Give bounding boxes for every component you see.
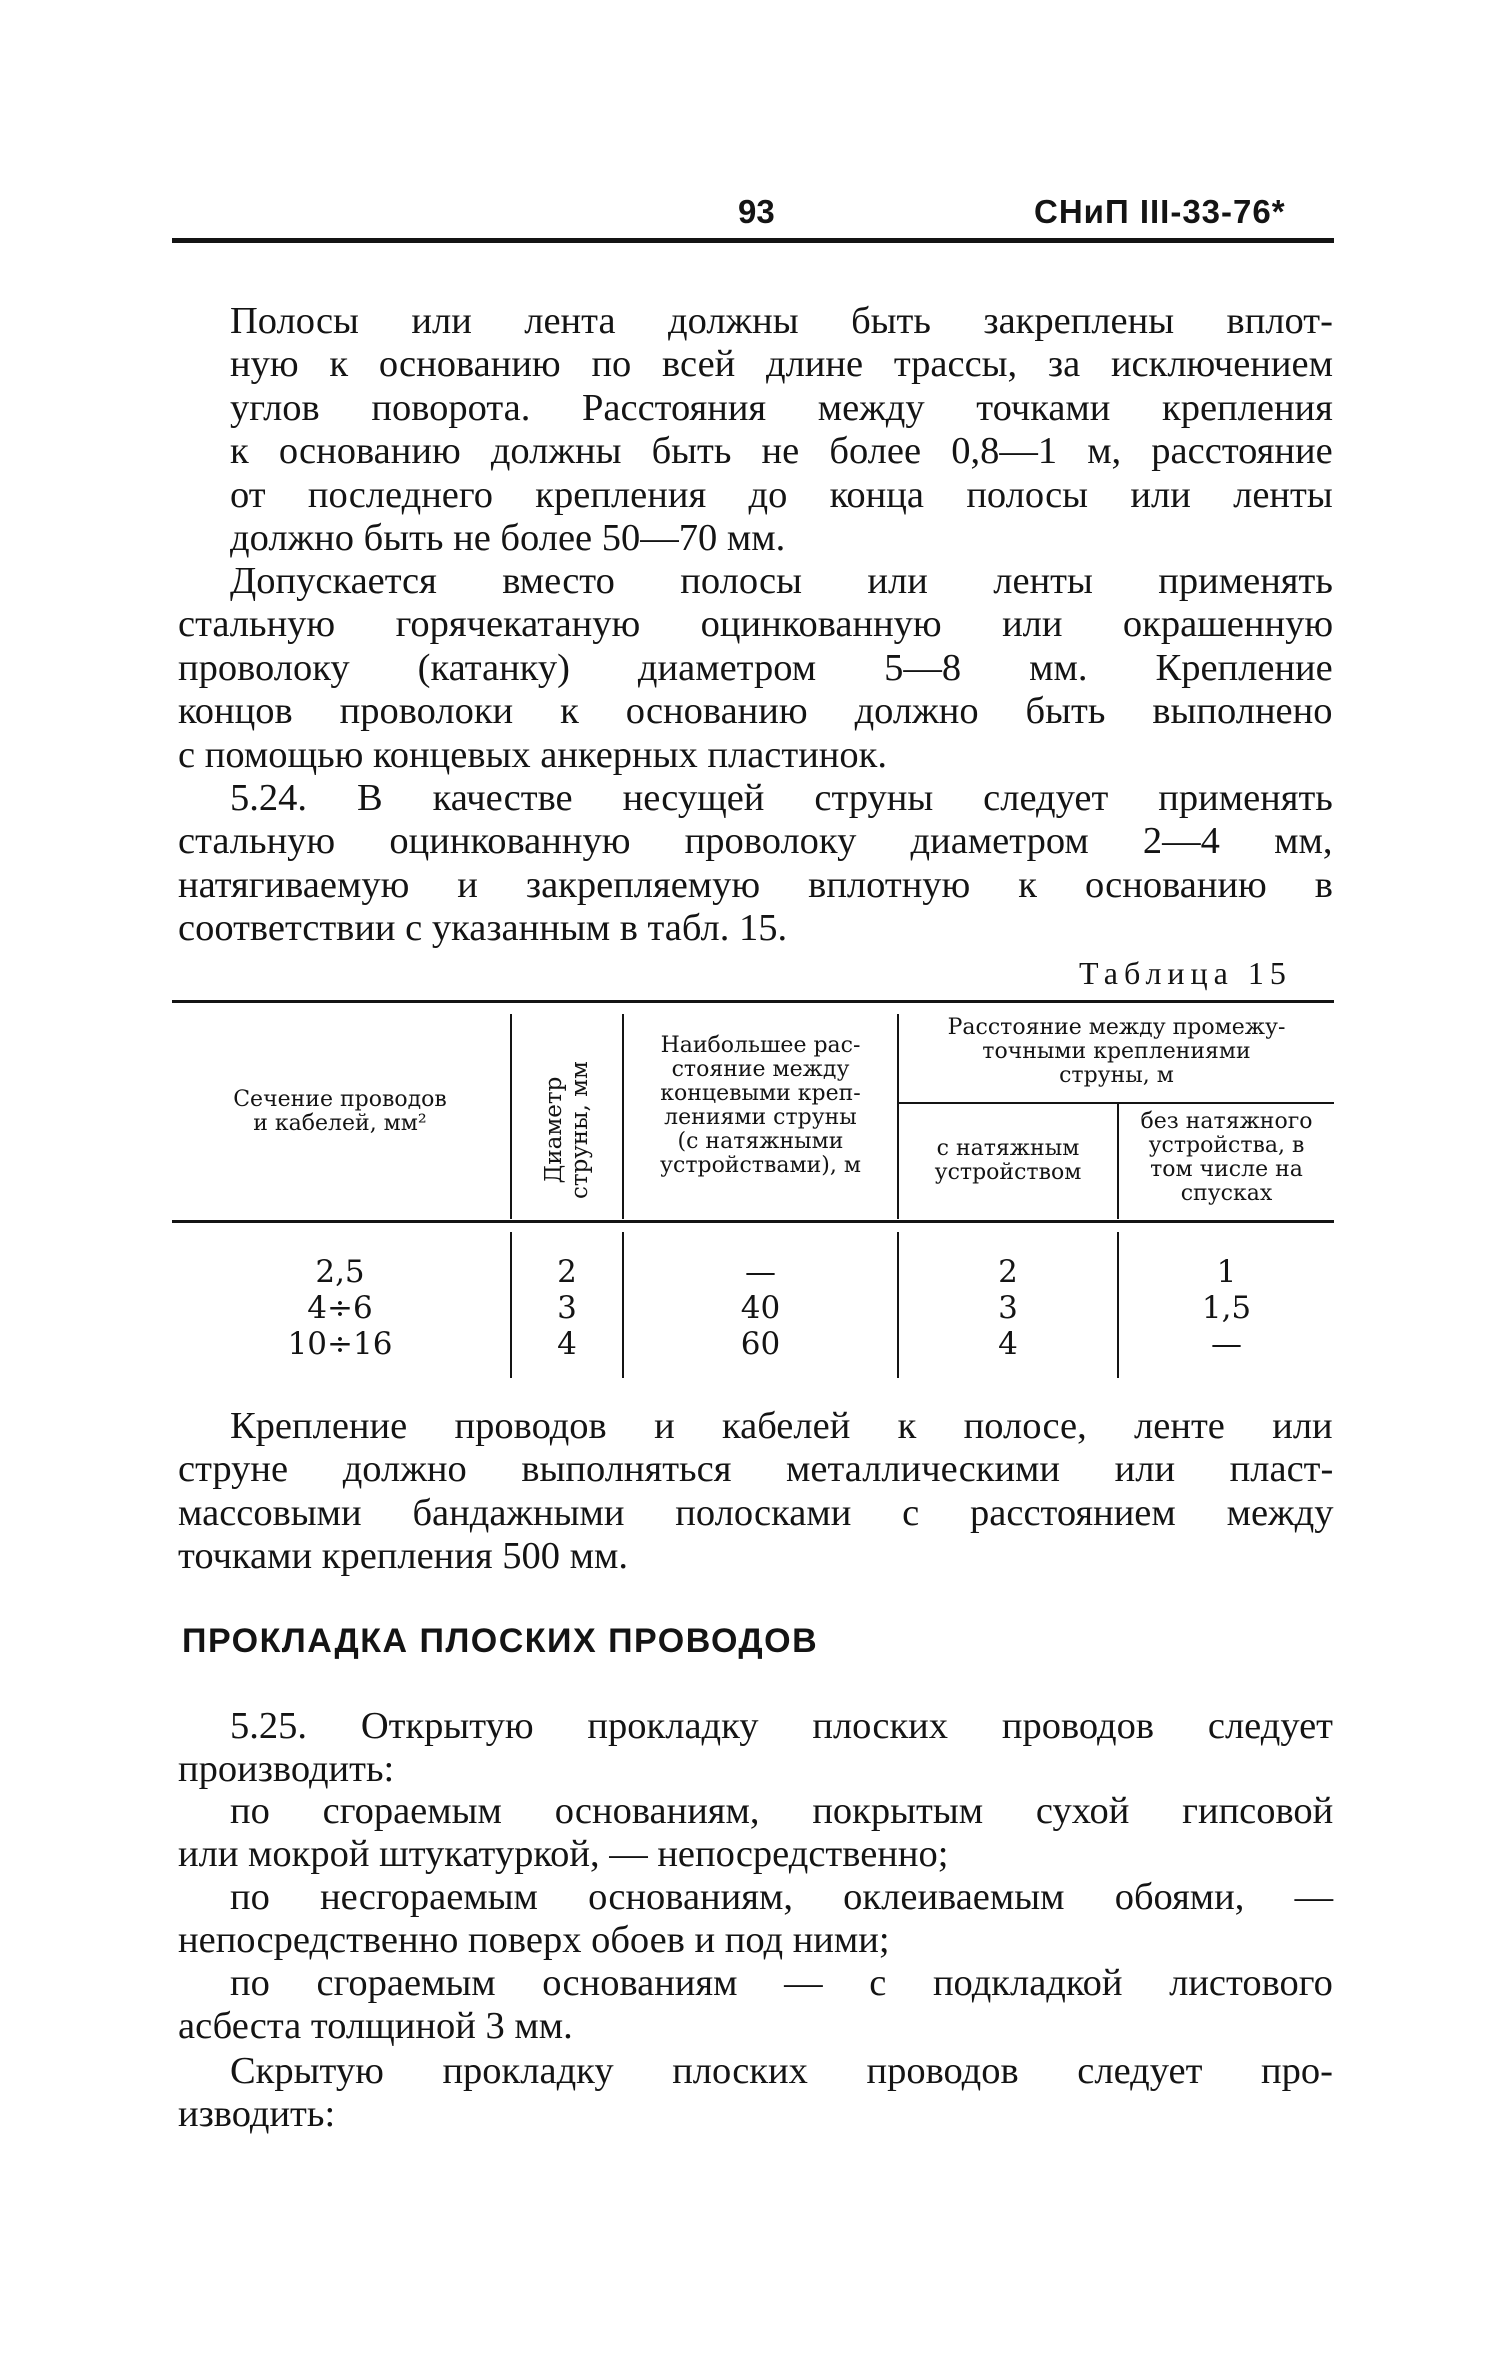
header-intermediate: Расстояние между промежу- точными креплениями струны, м — [947, 1015, 1286, 1088]
text-line: концов проволоки к основанию должно быть выполнено — [178, 690, 1333, 733]
table-cell: 60 — [740, 1326, 781, 1362]
table-caption: Таблица 15 — [1079, 955, 1292, 991]
text-line: должно быть не более 50—70 мм. — [230, 516, 786, 559]
header-with-tensioner: с натяжным устройством — [934, 1136, 1082, 1185]
paragraph-combustible-plaster — [178, 1790, 1333, 1877]
table-cell: 2 — [998, 1254, 1018, 1290]
paragraph-noncombustible-wallpaper — [178, 1876, 1333, 1963]
table-cell: — — [1211, 1326, 1242, 1362]
paragraph-strips-fastening — [178, 300, 1333, 560]
table-cell: 4 — [998, 1326, 1018, 1362]
text-line: по сгораемым основаниям, покрытым сухой гипсовой — [230, 1790, 1334, 1832]
table-cell: 4 — [557, 1326, 577, 1362]
text-line: массовыми бандажными полосками с расстоянием между — [178, 1491, 1334, 1534]
text-line: Полосы или лента должны быть закреплены вплот- — [230, 300, 1333, 342]
text-line: непосредственно поверх обоев и под ними; — [178, 1919, 890, 1962]
table-cell: 2 — [557, 1254, 577, 1290]
header-sub-rule — [897, 1102, 1334, 1104]
text-line: точками крепления 500 мм. — [178, 1535, 628, 1578]
header-max-distance: Наибольшее рас- стояние между концевыми креп- лениями струны (с натяжными устройствами), м — [660, 1033, 861, 1178]
text-line: проволоку (катанку) диаметром 5—8 мм. Крепление — [178, 646, 1333, 689]
text-line: к основанию должны быть не более 0,8—1 м, расстояние — [230, 430, 1333, 473]
table-cell: 3 — [998, 1290, 1018, 1326]
text-line: изводить: — [178, 2093, 336, 2136]
column-without-tensioner — [1119, 1254, 1334, 1362]
column-diameter — [512, 1254, 622, 1362]
text-line: Крепление проводов и кабелей к полосе, ленте или — [230, 1405, 1333, 1447]
table-cell: 3 — [557, 1290, 577, 1326]
table-cell: 40 — [740, 1290, 781, 1326]
table-cell: — — [745, 1254, 776, 1290]
text-line: ную к основанию по всей длине трассы, за исключением — [230, 343, 1333, 386]
page-number: 93 — [738, 193, 775, 230]
text-line: стальную горячекатаную оцинкованную или окрашенную — [178, 603, 1334, 646]
header-bottom-rule — [172, 1220, 1334, 1223]
text-line: углов поворота. Расстояния между точками крепления — [230, 386, 1333, 429]
header-diameter: Диаметр струны, мм — [541, 1061, 593, 1199]
text-line: соответствии с указанным в табл. 15. — [178, 907, 788, 950]
paragraph-wire-alternative — [178, 560, 1333, 777]
column-section — [172, 1254, 508, 1362]
table-cell: 1,5 — [1201, 1290, 1252, 1326]
text-line: или мокрой штукатуркой, — непосредственно; — [178, 1833, 949, 1876]
column-with-tensioner — [899, 1254, 1117, 1362]
table-top-rule — [172, 1000, 1334, 1003]
text-line: стальную оцинкованную проволоку диаметром 2—4 мм, — [178, 820, 1333, 863]
table-cell: 4÷6 — [307, 1290, 373, 1326]
table-cell: 10÷16 — [287, 1326, 393, 1362]
header-without-tensioner: без натяжного устройства, в том числе на спусках — [1140, 1109, 1313, 1206]
section-heading: ПРОКЛАДКА ПЛОСКИХ ПРОВОДОВ — [182, 1622, 819, 1660]
text-line: производить: — [178, 1748, 395, 1791]
text-line: 5.24. В качестве несущей струны следует применять — [230, 777, 1333, 819]
text-line: струне должно выполняться металлическими или пласт- — [178, 1448, 1334, 1491]
document-code: СНиП III-33-76* — [1034, 193, 1286, 230]
text-line: Допускается вместо полосы или ленты применять — [230, 560, 1333, 602]
paragraph-5-25 — [178, 1705, 1333, 1792]
text-line: натягиваемую и закрепляемую вплотную к основанию в — [178, 863, 1333, 906]
text-line: Скрытую прокладку плоских проводов следует про- — [230, 2050, 1333, 2092]
text-line: по несгораемым основаниям, оклеиваемым обоями, — — [230, 1876, 1334, 1918]
paragraph-hidden-laying — [178, 2050, 1333, 2137]
paragraph-asbestos — [178, 1962, 1333, 2049]
text-line: асбеста толщиной 3 мм. — [178, 2005, 573, 2048]
paragraph-5-24 — [178, 777, 1333, 951]
column-max-distance — [624, 1254, 897, 1362]
col-divider — [510, 1014, 512, 1219]
table-cell: 1 — [1216, 1254, 1237, 1290]
text-line: от последнего крепления до конца полосы или ленты — [230, 473, 1333, 516]
text-line: 5.25. Открытую прокладку плоских проводов следует — [230, 1705, 1333, 1747]
text-line: по сгораемым основаниям — с подкладкой листового — [230, 1962, 1333, 2004]
text-line: с помощью концевых анкерных пластинок. — [178, 733, 887, 776]
table-cell: 2,5 — [315, 1254, 365, 1290]
table-15 — [172, 1000, 1334, 1380]
paragraph-fastening-bands — [178, 1405, 1333, 1579]
header-rule — [172, 238, 1334, 243]
header-section: Сечение проводов и кабелей, мм² — [233, 1087, 447, 1136]
